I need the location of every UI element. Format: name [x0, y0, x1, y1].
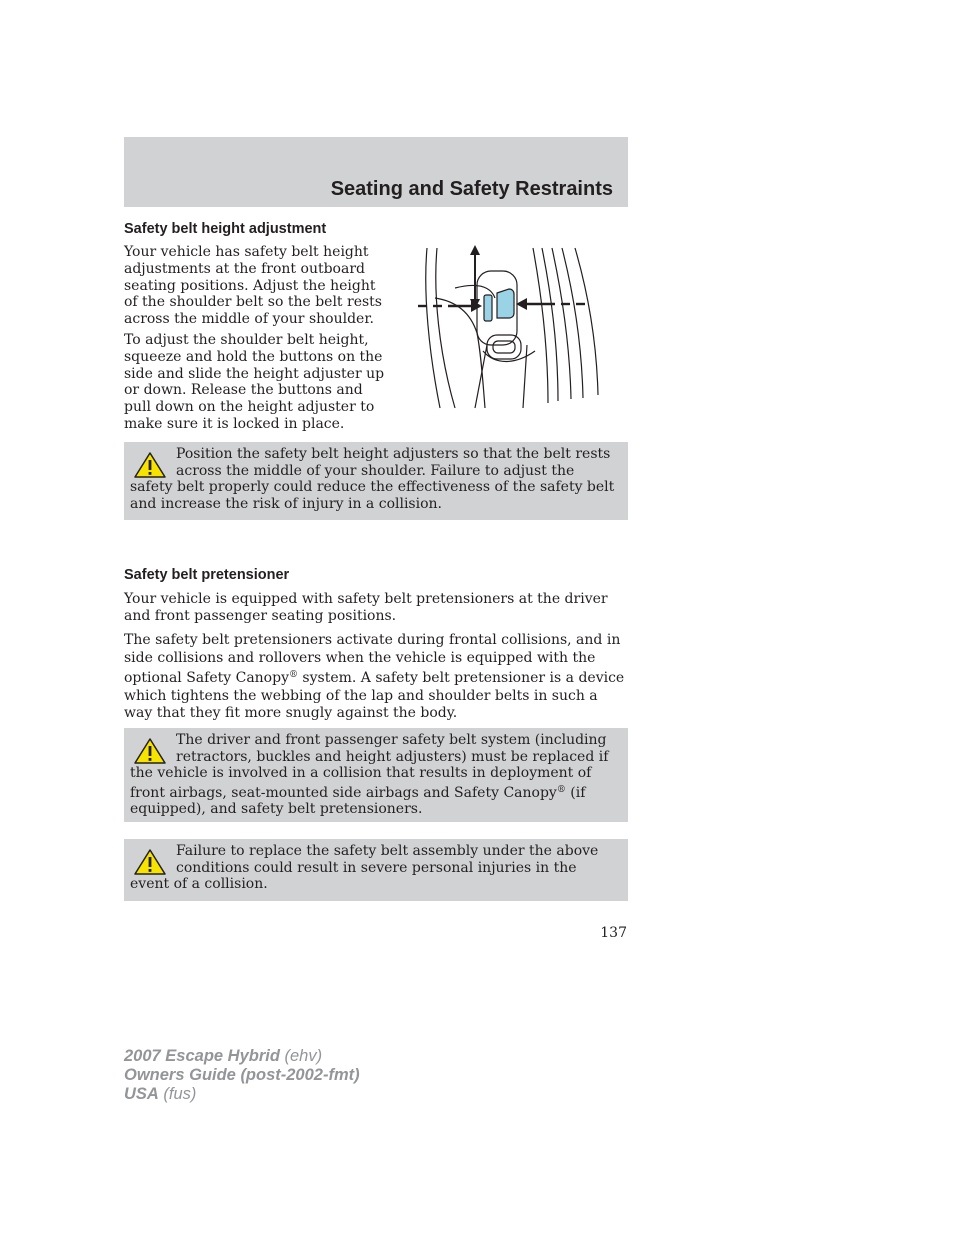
- height-adjustment-warning: [124, 442, 628, 520]
- injury-warning: [124, 839, 628, 901]
- pretensioner-replacement-warning: [124, 728, 628, 822]
- warning-text: Failure to replace the safety belt assembly under the above conditions could result in severe personal injuries in the event of a collision.: [130, 843, 599, 893]
- warning-text: The driver and front passenger safety belt system (including retractors, buckles and height adjusters) must be replaced if the vehicle is involved in a collision that results in deployment of front airbags, seat-mounted side airbags and Safety Canopy® (if equipped), and safety belt pretensioners.: [130, 732, 609, 818]
- warning-text: Position the safety belt height adjusters so that the belt rests across the middle of your shoulder. Failure to adjust the safety belt properly could reduce the effectiveness of the safety belt and increase the risk of injury in a collision.: [130, 446, 615, 512]
- warning-triangle-icon: [133, 737, 167, 765]
- belt-height-adjuster-illustration: [415, 243, 605, 413]
- registered-mark: ®: [556, 784, 566, 795]
- page-number: 137: [600, 925, 627, 941]
- registered-mark: ®: [288, 670, 298, 681]
- document-footer: [124, 1047, 360, 1104]
- height-adjustment-paragraph-1: Your vehicle has safety belt height adjustments at the front outboard seating positions. Adjust the height of the shoulder belt so the belt rests across the middle of your shoulder.: [124, 244, 382, 328]
- footer-line-3: USA (fus): [124, 1085, 197, 1103]
- height-adjustment-paragraph-2: To adjust the shoulder belt height, squeeze and hold the buttons on the side and slide the height adjuster up or down. Release the buttons and pull down on the height adjuster to make sure it is locked in place.: [124, 332, 385, 432]
- footer-line-2: Owners Guide (post-2002-fmt): [124, 1066, 360, 1084]
- footer-line-1: 2007 Escape Hybrid (ehv): [124, 1047, 323, 1065]
- warning-triangle-icon: [133, 848, 167, 876]
- pretensioner-paragraph-1: Your vehicle is equipped with safety belt pretensioners at the driver and front passenger seating positions.: [124, 591, 608, 624]
- pretensioner-paragraph-2: The safety belt pretensioners activate during frontal collisions, and in side collisions and rollovers when the vehicle is equipped with the optional Safety Canopy® system. A safety belt pretensioner is a device which tightens the webbing of the lap and shoulder belts in such a way that they fit more snugly against the body.: [124, 632, 625, 722]
- section-header-band: [124, 137, 628, 207]
- height-adjustment-heading: Safety belt height adjustment: [124, 221, 327, 237]
- warning-triangle-icon: [133, 451, 167, 479]
- pretensioner-heading: Safety belt pretensioner: [124, 567, 290, 583]
- section-title: Seating and Safety Restraints: [330, 178, 613, 200]
